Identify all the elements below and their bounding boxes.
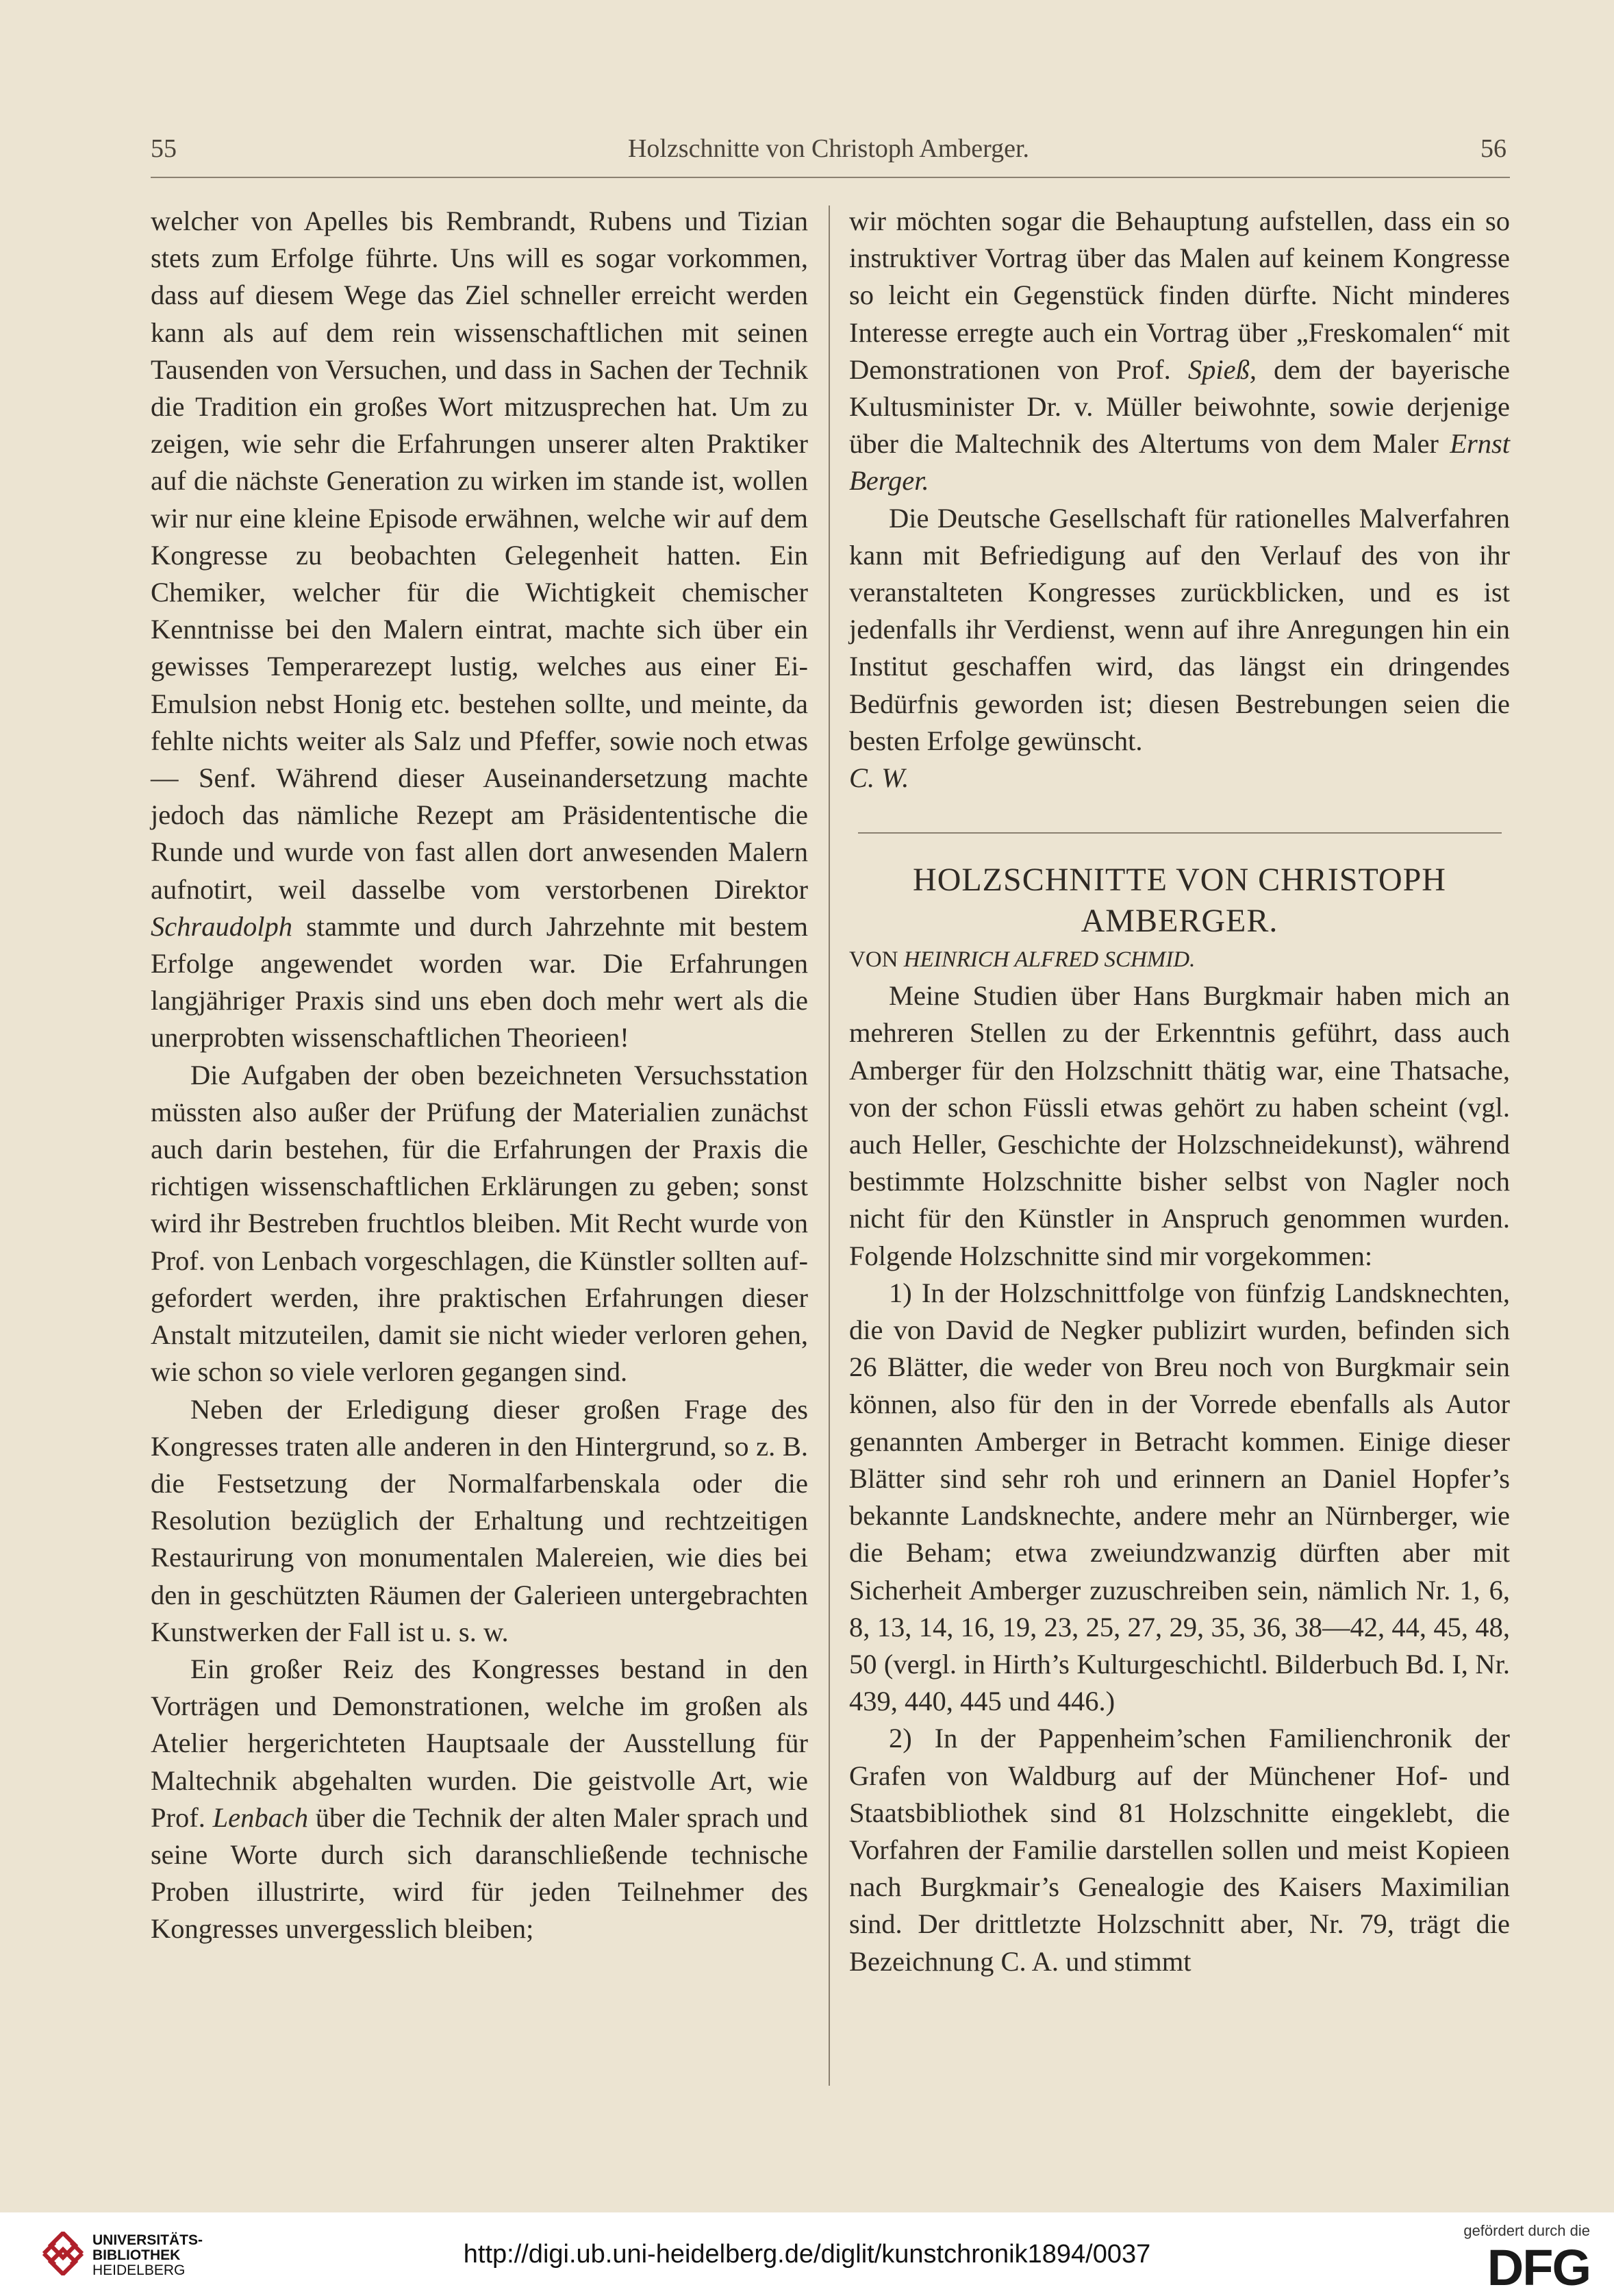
header-rule	[151, 177, 1510, 178]
left-column	[151, 203, 808, 1948]
page-number-right: 56	[1480, 134, 1506, 163]
page-number-left: 55	[151, 134, 177, 163]
funding-note: gefördert durch die	[1463, 2222, 1590, 2239]
name-lenbach: Lenbach	[212, 1801, 309, 1833]
library-name: UNIVERSITÄTS- BIBLIOTHEK HEIDELBERG	[92, 2232, 203, 2278]
right-paragraph-5: 2) In der Pappenheim’schen Familienchronik der Grafen von Waldburg auf der Münchener Hof- und Staatsbibliothek sind 81 Holzschnitte eingeklebt, die Vorfahren der Familie darstellen sollen und meist Kopieen nach Burgkmair’s Genealogie des Kaisers Maximilian sind. Der drittletzte Holzschnitt aber, Nr. 79, trägt die Bezeichnung C. A. und stimmt	[849, 1723, 1510, 1977]
name-schraudolph: Schraudolph	[151, 910, 292, 942]
left-paragraph-3: Neben der Erledigung dieser großen Frage des Kongresses traten alle anderen in den Hintergrund, so z. B. die Festsetzung der Normalfarbenskala oder die Resolution bezüglich der Erhaltung und rechtzeitigen Restaurirung von monumentalen Malereien, wie dies bei den in geschützten Räumen der Galerieen untergebrachten Kunstwerken der Fall ist u. s. w.	[151, 1393, 808, 1647]
right-paragraph-4: 1) In der Holzschnittfolge von fünfzig Landsknechten, die von David de Negker publizirt wurden, befinden sich 26 Blätter, die weder von Breu noch von Burgkmair sein können, also für den in der Vorrede ebenfalls als Autor genannten Amberger in Betracht kommen. Einige dieser Blätter sind sehr roh und erinnern an Daniel Hopfer’s bekannte Landsknechte, andere mehr an Nürnberger, wie die Beham; etwa zweiundzwanzig dürften aber mit Sicherheit Amberger zuzuschreiben sein, nämlich Nr. 1, 6, 8, 13, 14, 16, 19, 23, 25, 27, 29, 35, 36, 38—42, 44, 45, 48, 50 (vergl. in Hirth’s Kulturgeschichtl. Bilderbuch Bd. I, Nr. 439, 440, 445 und 446.)	[849, 1277, 1510, 1717]
article-byline: VON HEINRICH ALFRED SCHMID.	[849, 947, 1196, 973]
name-ernst-berger: Ernst Berger.	[849, 428, 1510, 497]
name-spiess: Spieß,	[1187, 353, 1257, 385]
author-name: HEINRICH ALFRED SCHMID.	[903, 947, 1196, 973]
signature: C. W.	[849, 762, 909, 794]
right-paragraph-3: Meine Studien über Hans Burgkmair haben mich an mehreren Stellen zu der Erkenntnis geführt, dass auch Amberger für den Holzschnitt thätig war, eine Thatsache, von der schon Füssli etwas gehört zu haben scheint (vgl. auch Heller, Geschichte der Holzschneidekunst), während bestimmte Holzschnitte bisher selbst von Nagler noch nicht für den Künstler in Anspruch genommen wurden. Folgende Holzschnitte sind mir vorgekommen:	[849, 980, 1510, 1271]
dfg-logo: DFG	[1487, 2239, 1590, 2296]
source-url-link[interactable]: http://digi.ub.uni-heidelberg.de/diglit/kunstchronik1894/0037	[463, 2240, 1151, 2269]
right-paragraph-2: Die Deutsche Gesellschaft für rationelles Malverfahren kann mit Befriedigung auf den Verlauf des von ihr veranstalteten Kongresses zurückblicken, und es ist jedenfalls ihr Verdienst, wenn auf ihre Anregungen hin ein Institut geschaffen wird, das längst ein dringendes Bedürfnis geworden ist; diesen Bestrebungen seien die besten Erfolge gewünscht.	[849, 502, 1510, 756]
section-rule	[858, 832, 1502, 834]
right-paragraph-1: wir möchten sogar die Behauptung aufstellen, dass ein so instruktiver Vortrag über das Malen auf keinem Kongresse so leicht ein Gegenstück finden dürfte. Nicht minderes Interesse erregte auch ein Vortrag über „Freskomalen“ mit Demonstrationen von Prof. Spieß, dem der bayerische Kultusminister Dr. v. Müller beiwohnte, sowie derjenige über die Maltechnik des Altertums von dem Maler Ernst Berger.	[849, 205, 1510, 497]
article-title: HOLZSCHNITTE VON CHRISTOPH AMBERGER.	[913, 862, 1446, 940]
right-column	[849, 203, 1510, 1980]
running-header	[151, 134, 1506, 175]
left-paragraph-2: Die Aufgaben der oben bezeichneten Versuchsstation müssten also außer der Prüfung der Materialien zunächst auch darin bestehen, für die Erfahrungen der Praxis die richtigen wissenschaftlichen Erklärungen zu geben; sonst wird ihr Bestreben fruchtlos bleiben. Mit Recht wurde von Prof. von Lenbach vorgeschlagen, die Künstler sollten aufgefordert werden, ihre praktischen Erfahrungen dieser Anstalt mitzuteilen, damit sie nicht wieder verloren gehen, wie schon so viele verloren gegangen sind.	[151, 1059, 808, 1388]
column-rule	[829, 205, 830, 2086]
left-paragraph-4: Ein großer Reiz des Kongresses bestand in den Vorträgen und Demonstrationen, welche im großen als Atelier hergerichteten Hauptsaale der Ausstellung für Maltechnik abgehalten wurden. Die geistvolle Art, wie Prof. Lenbach über die Technik der alten Maler sprach und seine Worte durch sich daranschließende technische Proben illustrirte, wird für jeden Teilnehmer des Kongresses unvergesslich bleiben;	[151, 1653, 808, 1945]
left-paragraph-1: welcher von Apelles bis Rembrandt, Rubens und Tizian stets zum Erfolge führte. Uns will es sogar vorkommen, dass auf diesem Wege das Ziel schneller erreicht werden kann als auf dem rein wissenschaftlichen mit seinen Tausenden von Versuchen, und dass in Sachen der Technik die Tradition ein großes Wort mitzusprechen hat. Um zu zeigen, wie sehr die Erfahrungen unserer alten Praktiker auf die nächste Generation zu wirken im stande ist, wollen wir nur eine kleine Episode erwähnen, welche wir auf dem Kongresse zu beobachten Gelegenheit hatten. Ein Chemiker, welcher für die Wichtigkeit chemischer Kenntnisse bei den Malern eintrat, machte sich über ein gewisses Temperarezept lustig, welches aus einer Ei-Emulsion nebst Honig etc. bestehen sollte, und meinte, da fehlte nichts weiter als Salz und Pfeffer, sowie noch etwas — Senf. Während dieser Auseinandersetzung machte jedoch das nämliche Rezept am Präsidententische die Runde und wurde von fast allen dort anwesenden Malern aufnotirt, weil dasselbe vom verstorbenen Direktor Schraudolph stammte und durch Jahrzehnte mit bestem Erfolge angewendet worden war. Die Erfahrungen langjähriger Praxis sind uns eben doch mehr wert als die unerprobten wissenschaftlichen Theorieen!	[151, 205, 808, 1053]
running-title: Holzschnitte von Christoph Amberger.	[627, 134, 1030, 163]
footer-bar	[0, 2212, 1614, 2296]
